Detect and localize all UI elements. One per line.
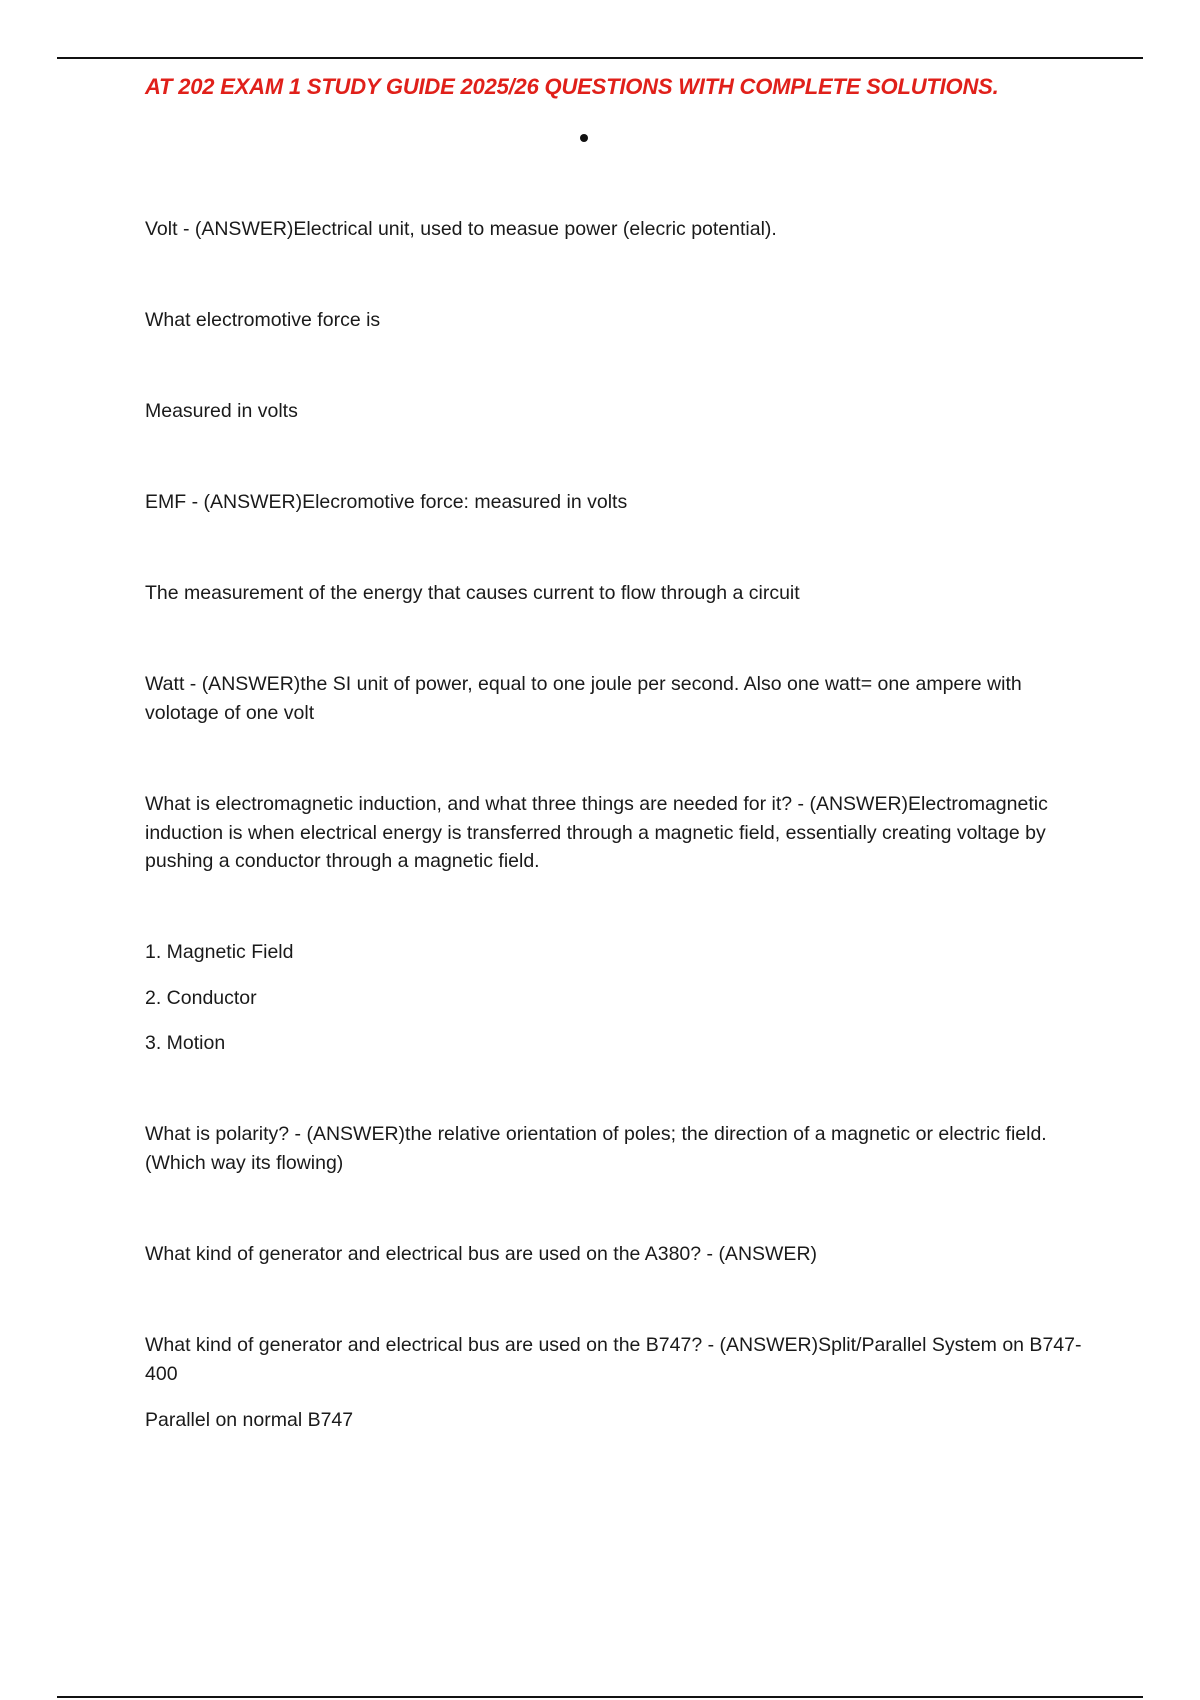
- document-title: AT 202 EXAM 1 STUDY GUIDE 2025/26 QUESTIONS WITH COMPLETE SOLUTIONS.: [145, 74, 999, 99]
- list-item-conductor: 2. Conductor: [145, 987, 257, 1009]
- bottom-rule: [57, 1696, 1143, 1698]
- paragraph-measured-volts: Measured in volts: [145, 400, 298, 422]
- top-rule: [57, 57, 1143, 59]
- paragraph-energy-measurement: The measurement of the energy that causes current to flow through a circuit: [145, 582, 800, 604]
- paragraph-a380: What kind of generator and electrical bus are used on the A380? - (ANSWER): [145, 1243, 818, 1265]
- paragraph-polarity: What is polarity? - (ANSWER)the relative orientation of poles; the direction of a magnetic or electric field. (Which way its flowing): [145, 1123, 1047, 1174]
- bullet-point: [580, 134, 588, 142]
- paragraph-b747: What kind of generator and electrical bus are used on the B747? - (ANSWER)Split/Parallel System on B747-400: [145, 1334, 1082, 1385]
- paragraph-watt: Watt - (ANSWER)the SI unit of power, equal to one joule per second. Also one watt= one ampere with volotage of one volt: [145, 673, 1022, 724]
- paragraph-parallel-b747: Parallel on normal B747: [145, 1409, 354, 1431]
- paragraph-emf-question: What electromotive force is: [145, 309, 381, 331]
- paragraph-induction: What is electromagnetic induction, and what three things are needed for it? - (ANSWER)Electromagnetic induction is when electrical energy is transferred through a magnetic field, essentially creating voltage by pushing a conductor through a magnetic field.: [145, 793, 1048, 872]
- list-item-motion: 3. Motion: [145, 1032, 226, 1054]
- list-item-magnetic-field: 1. Magnetic Field: [145, 941, 294, 963]
- paragraph-emf: EMF - (ANSWER)Elecromotive force: measured in volts: [145, 491, 628, 513]
- paragraph-volt: Volt - (ANSWER)Electrical unit, used to measue power (elecric potential).: [145, 218, 777, 240]
